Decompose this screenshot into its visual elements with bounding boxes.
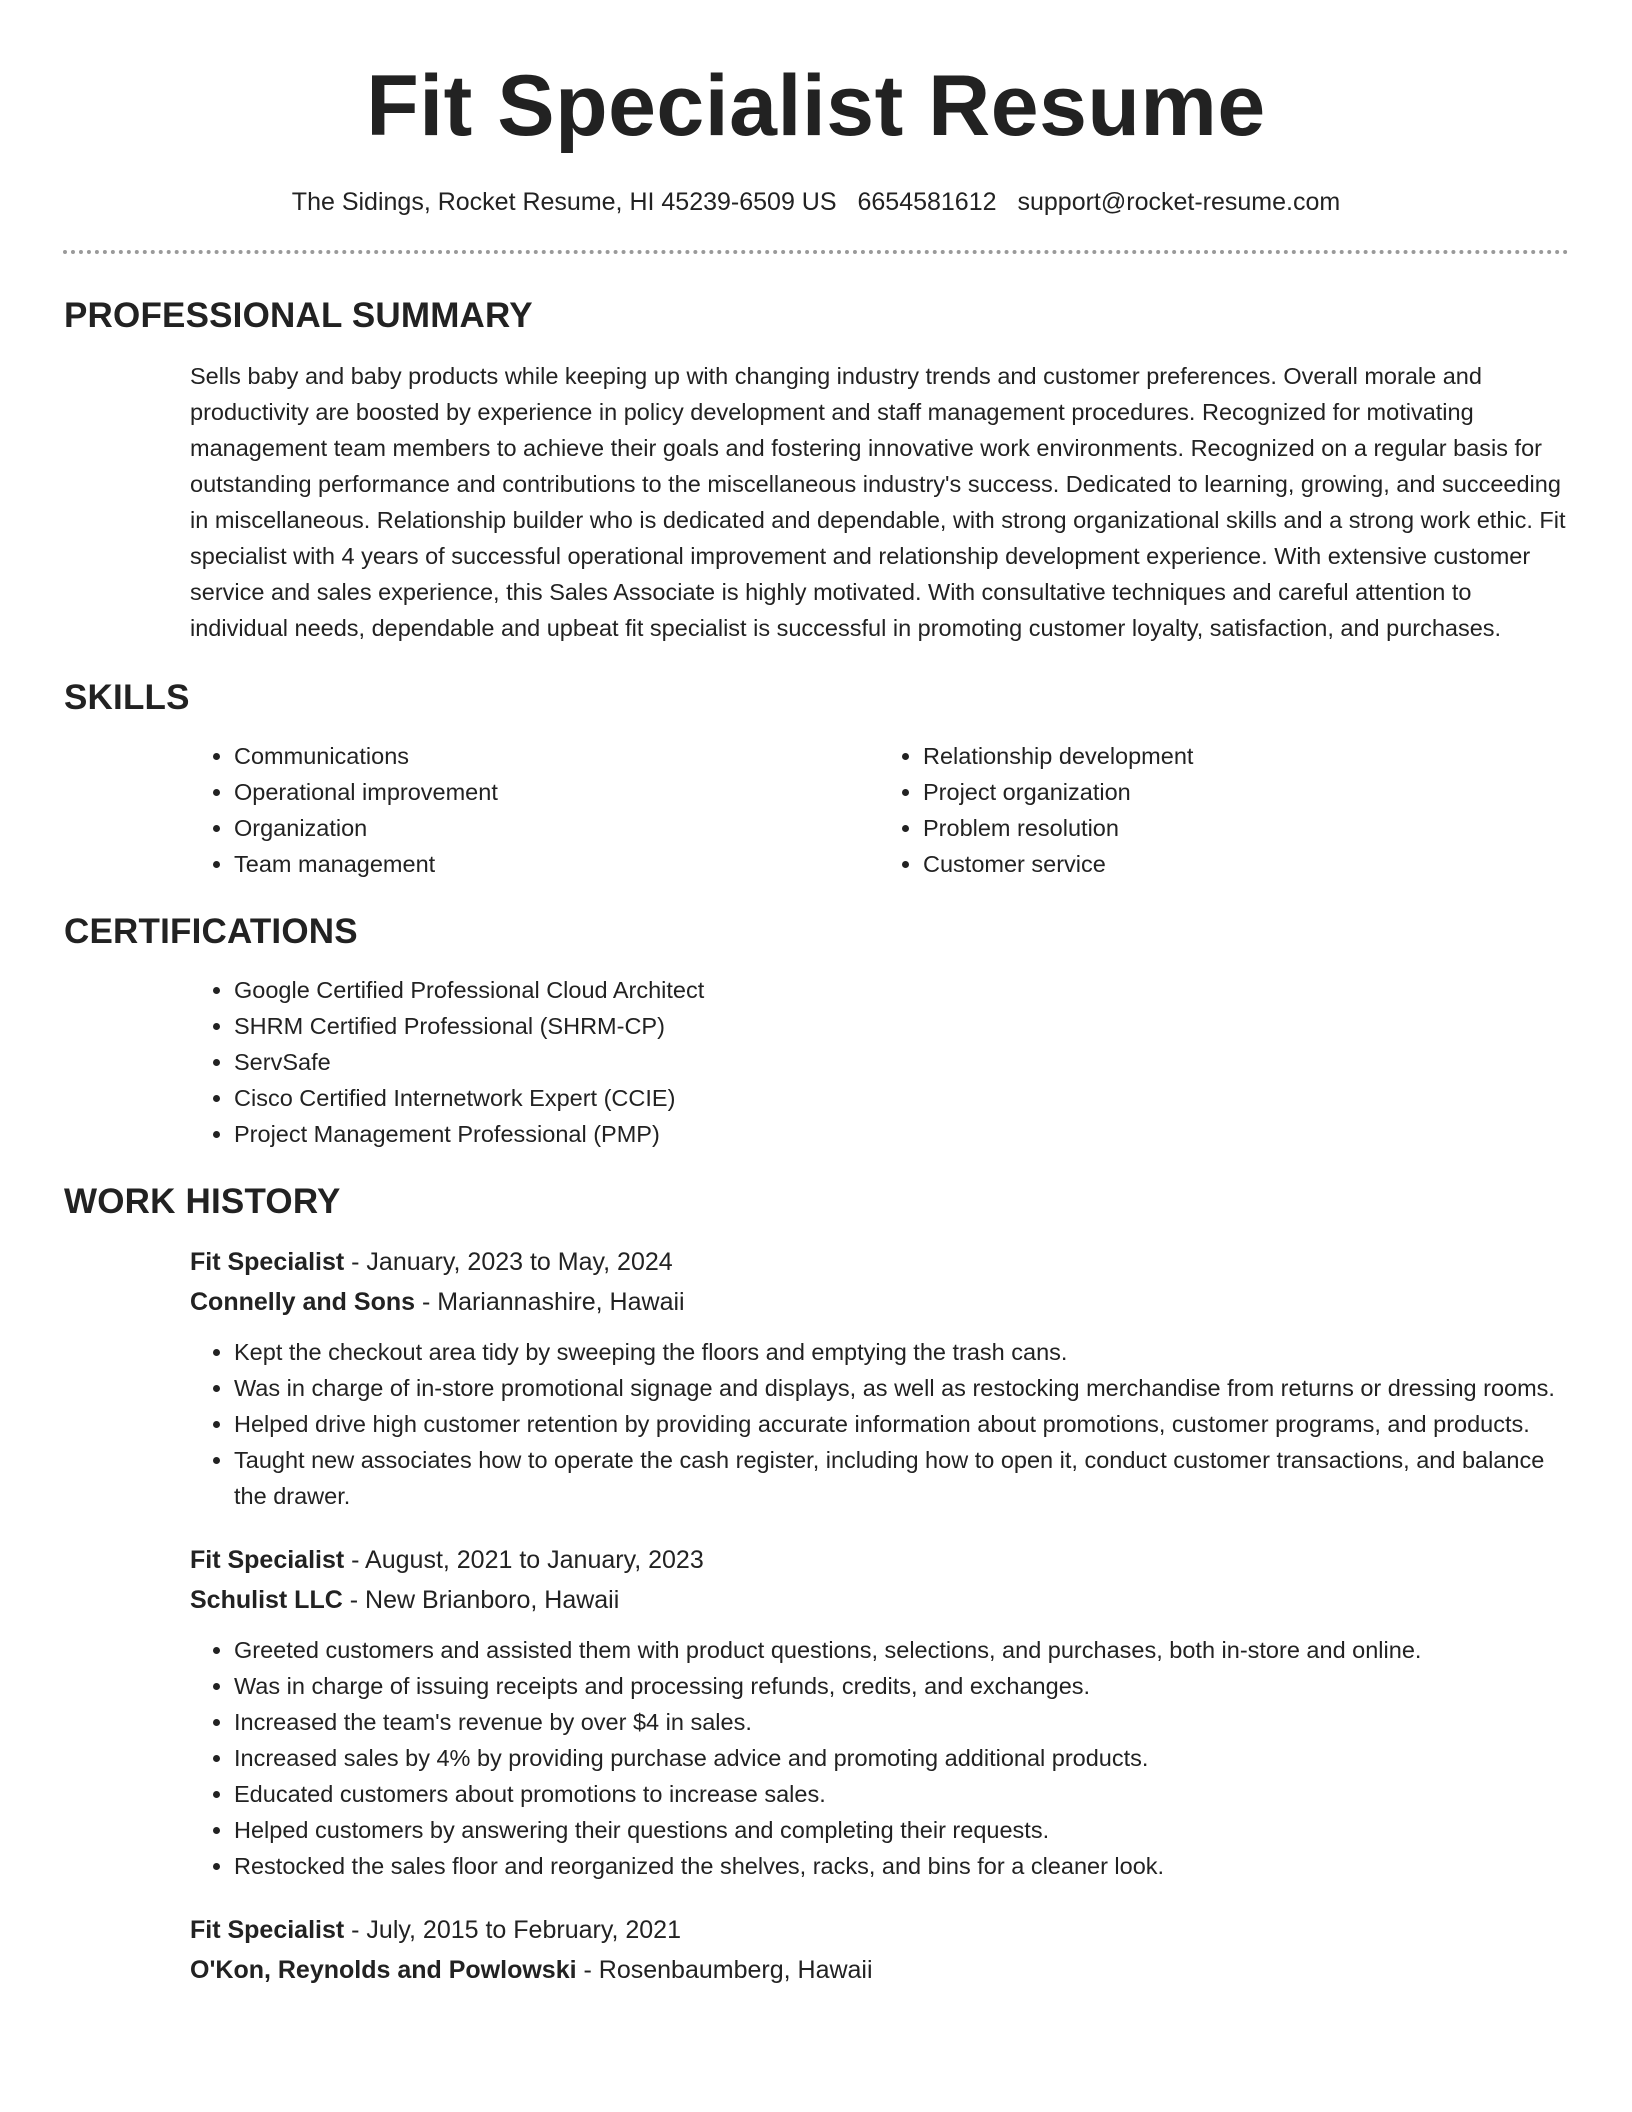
work-history-section	[64, 1180, 1568, 1990]
job-title: Fit Specialist	[190, 1546, 345, 1574]
job-entry	[190, 1910, 1568, 1990]
job-title: Fit Specialist	[190, 1916, 345, 1944]
address: The Sidings, Rocket Resume, HI 45239-6509 US	[291, 188, 837, 216]
job-company: Connelly and Sons	[190, 1288, 416, 1316]
job-dates: - July, 2015 to February, 2021	[344, 1916, 681, 1944]
job-bullet: • Helped customers by answering their questions and completing their requests.	[234, 1812, 1568, 1848]
job-title: Fit Specialist	[190, 1248, 345, 1276]
summary-heading: PROFESSIONAL SUMMARY	[64, 296, 533, 335]
skill-item: • Team management	[234, 846, 879, 882]
job-bullet: • Greeted customers and assisted them with product questions, selections, and purchases, both in-store and online.	[234, 1632, 1568, 1668]
skills-left-list	[190, 738, 879, 882]
job-dates: - January, 2023 to May, 2024	[344, 1248, 673, 1276]
job-dates: - August, 2021 to January, 2023	[344, 1546, 704, 1574]
skills-right-list	[879, 738, 1568, 882]
certifications-list	[190, 972, 1568, 1152]
email: support@rocket-resume.com	[1017, 188, 1341, 216]
job-bullet: • Increased the team's revenue by over $4 in sales.	[234, 1704, 1568, 1740]
job-bullet: • Was in charge of in-store promotional signage and displays, as well as restocking merchandise from returns or dressing rooms.	[234, 1370, 1568, 1406]
job-bullet: • Helped drive high customer retention by providing accurate information about promotions, customer programs, and products.	[234, 1406, 1568, 1442]
certification-item: • Google Certified Professional Cloud Architect	[234, 972, 1568, 1008]
contact-line	[0, 186, 1632, 218]
job-title-line	[190, 1910, 1568, 1950]
job-company: O'Kon, Reynolds and Powlowski	[190, 1956, 577, 1984]
certifications-heading: CERTIFICATIONS	[64, 912, 358, 951]
skills-heading: SKILLS	[64, 678, 190, 717]
job-entry	[190, 1242, 1568, 1514]
skill-item: • Organization	[234, 810, 879, 846]
skill-item: • Communications	[234, 738, 879, 774]
job-location: - Mariannashire, Hawaii	[415, 1288, 685, 1316]
job-bullet: • Was in charge of issuing receipts and processing refunds, credits, and exchanges.	[234, 1668, 1568, 1704]
job-bullet: • Educated customers about promotions to increase sales.	[234, 1776, 1568, 1812]
skill-item: • Problem resolution	[923, 810, 1568, 846]
job-bullet: • Restocked the sales floor and reorganized the shelves, racks, and bins for a cleaner look.	[234, 1848, 1568, 1884]
certification-item: • ServSafe	[234, 1044, 1568, 1080]
job-bullet: • Kept the checkout area tidy by sweeping the floors and emptying the trash cans.	[234, 1334, 1568, 1370]
job-bullet: • Increased sales by 4% by providing purchase advice and promoting additional products.	[234, 1740, 1568, 1776]
work-history-heading: WORK HISTORY	[64, 1182, 341, 1221]
job-bullets	[190, 1334, 1568, 1514]
job-company: Schulist LLC	[190, 1586, 343, 1614]
job-location: - Rosenbaumberg, Hawaii	[576, 1956, 873, 1984]
job-company-line	[190, 1950, 1568, 1990]
job-company-line	[190, 1580, 1568, 1620]
job-company-line	[190, 1282, 1568, 1322]
summary-section	[64, 294, 1568, 646]
phone: 6654581612	[857, 188, 997, 216]
skill-item: • Customer service	[923, 846, 1568, 882]
certifications-section	[64, 910, 1568, 1152]
job-location: - New Brianboro, Hawaii	[342, 1586, 620, 1614]
summary-text: Sells baby and baby products while keeping up with changing industry trends and customer preferences. Overall morale and productivity are boosted by experience in policy development and staff management procedures. Recognized for motivating management team members to achieve their goals and fostering innovative work environments. Recognized on a regular basis for outstanding performance and contributions to the miscellaneous industry's success. Dedicated to learning, growing, and succeeding in miscellaneous. Relationship builder who is dedicated and dependable, with strong organizational skills and a strong work ethic. Fit specialist with 4 years of successful operational improvement and relationship development experience. With extensive customer service and sales experience, this Sales Associate is highly motivated. With consultative techniques and careful attention to individual needs, dependable and upbeat fit specialist is successful in promoting customer loyalty, satisfaction, and purchases.	[190, 363, 1566, 641]
skill-item: • Relationship development	[923, 738, 1568, 774]
skills-columns	[190, 738, 1568, 882]
skill-item: • Project organization	[923, 774, 1568, 810]
certification-item: • SHRM Certified Professional (SHRM-CP)	[234, 1008, 1568, 1044]
header-divider	[63, 250, 1569, 254]
job-entry	[190, 1540, 1568, 1884]
certification-item: • Cisco Certified Internetwork Expert (CCIE)	[234, 1080, 1568, 1116]
certification-item: • Project Management Professional (PMP)	[234, 1116, 1568, 1152]
job-title-line	[190, 1540, 1568, 1580]
skill-item: • Operational improvement	[234, 774, 879, 810]
resume-title: Fit Specialist Resume	[366, 58, 1266, 154]
job-bullets	[190, 1632, 1568, 1884]
job-bullet: • Taught new associates how to operate the cash register, including how to open it, conduct customer transactions, and balance the drawer.	[234, 1442, 1568, 1514]
job-title-line	[190, 1242, 1568, 1282]
skills-section	[64, 676, 1568, 882]
